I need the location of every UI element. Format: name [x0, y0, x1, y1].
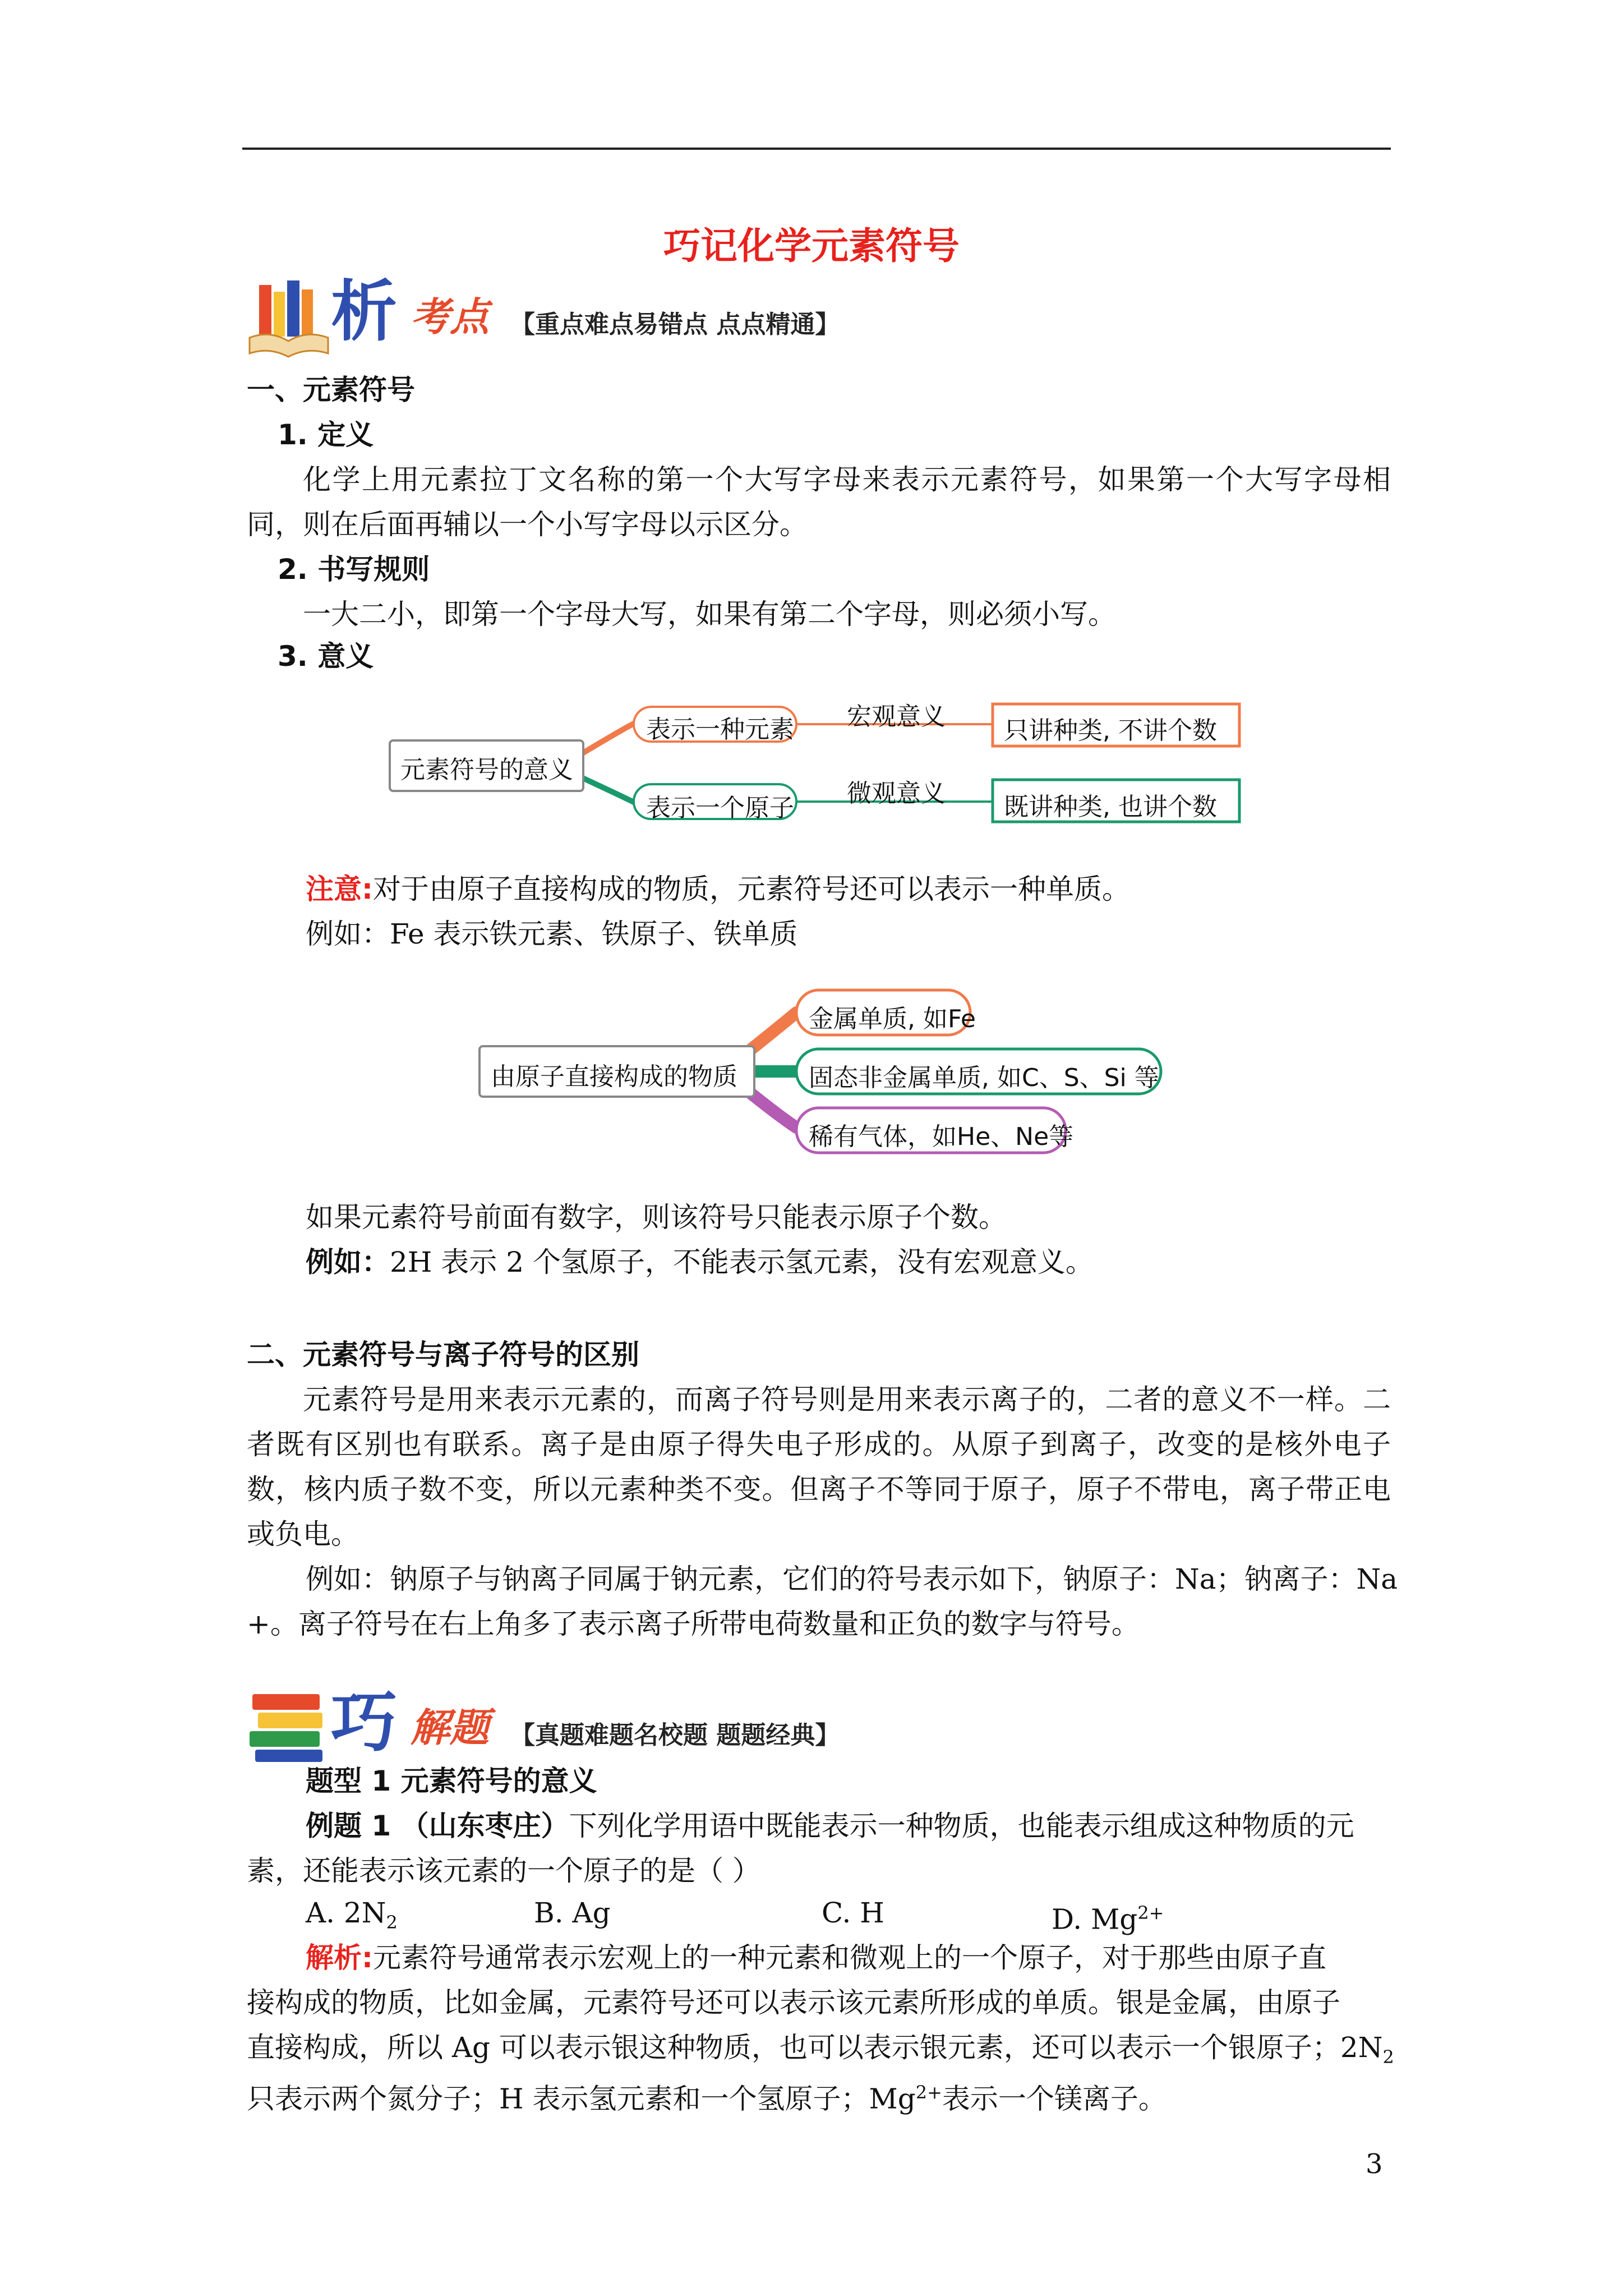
mindmap-micro-box: 既讲种类, 也讲个数 — [1004, 793, 1217, 821]
option-a-subscript: 2 — [386, 1912, 398, 1933]
mindmap2-metal-leaf: 金属单质, 如Fe — [809, 1005, 976, 1033]
mindmap-branch-element: 表示一种元素 — [646, 715, 794, 744]
analysis-line4 — [247, 2070, 1166, 2122]
analysis-text4-superscript: 2+ — [915, 2082, 942, 2103]
option-b-letter: B. — [534, 1897, 564, 1929]
page-title: 巧记化学元素符号 — [663, 224, 960, 268]
option-d-text: Mg — [1091, 1903, 1138, 1936]
number-note-example-label: 例如： — [306, 1246, 390, 1278]
subheading-writing-rules: 2. 书写规则 — [278, 553, 430, 586]
mindmap-atomic-substances — [477, 965, 1172, 1156]
section-heading: 一、元素符号 — [247, 374, 415, 406]
book-stack-icon — [247, 1686, 331, 1764]
note-text: 对于由原子直接构成的物质，元素符号还可以表示一种单质。 — [373, 873, 1130, 905]
question-type-heading: 题型 1 元素符号的意义 — [306, 1765, 597, 1797]
note-line — [306, 867, 1130, 912]
option-a-letter: A. — [306, 1897, 335, 1929]
mindmap2-noble-gas-leaf: 稀有气体，如He、Ne等 — [809, 1122, 1074, 1151]
option-b-text: Ag — [572, 1897, 611, 1929]
banner-tagline: 【重点难点易错点 点点精通】 — [510, 310, 840, 339]
option-c — [822, 1890, 884, 1935]
number-note-example — [306, 1240, 1094, 1285]
subheading-definition: 1. 定义 — [278, 418, 374, 451]
option-b — [534, 1890, 611, 1935]
subheading-meaning: 3. 意义 — [278, 640, 374, 673]
mindmap-element-symbol-meaning — [387, 696, 1251, 830]
option-c-letter: C. — [822, 1897, 851, 1929]
banner2-big-glyph: 巧 — [331, 1683, 398, 1761]
analysis-text3: 直接构成，所以 Ag 可以表示银这种物质，也可以表示银元素，还可以表示一个银原子；2N — [247, 2031, 1383, 2064]
banner2-tagline: 【真题难题名校题 题题经典】 — [510, 1721, 840, 1750]
header-rule — [242, 148, 1391, 150]
question-stem-line1 — [306, 1803, 1354, 1848]
analysis-line1 — [306, 1935, 1326, 1980]
note-example: 例如：Fe 表示铁元素、铁原子、铁单质 — [306, 918, 798, 950]
definition-paragraph: 化学上用元素拉丁文名称的第一个大写字母来表示元素符号，如果第一个大写字母相同，则在后面再辅以一个小写字母以示区分。 — [247, 463, 1391, 541]
question-stem-line2: 素，还能表示该元素的一个原子的是（ ） — [247, 1855, 760, 1887]
section2-heading: 二、元素符号与离子符号的区别 — [247, 1338, 639, 1371]
banner-big-glyph: 析 — [331, 273, 398, 350]
books-icon — [247, 275, 331, 359]
mindmap-micro-label: 微观意义 — [847, 779, 946, 808]
section-banner-analysis — [247, 269, 920, 359]
analysis-text4a: 只表示两个氮分子；H 表示氢元素和一个氢原子；Mg — [247, 2082, 916, 2115]
option-d-superscript: 2+ — [1137, 1902, 1164, 1924]
option-a-text: 2N — [343, 1897, 386, 1929]
section2-example-line2: +。离子符号在右上角多了表示离子所带电荷数量和正负的数字与符号。 — [247, 1608, 1140, 1640]
analysis-text1: 元素符号通常表示宏观上的一种元素和微观上的一个原子，对于那些由原子直 — [373, 1941, 1326, 1974]
number-note-example-text: 2H 表示 2 个氢原子，不能表示氢元素，没有宏观意义。 — [390, 1246, 1094, 1278]
banner-small-glyph: 考点 — [411, 294, 489, 340]
option-d — [1052, 1890, 1164, 1942]
question-stem-text: 下列化学用语中既能表示一种物质，也能表示组成这种物质的元 — [569, 1810, 1354, 1842]
analysis-text4b: 表示一个镁离子。 — [942, 2082, 1166, 2115]
section-banner-solving — [247, 1680, 920, 1770]
page-number: 3 — [1366, 2148, 1383, 2180]
mindmap-root: 元素符号的意义 — [400, 756, 573, 784]
mindmap-branch-atom: 表示一个原子 — [646, 794, 794, 822]
question-label: 例题 1 （山东枣庄） — [306, 1810, 569, 1842]
number-note: 如果元素符号前面有数字，则该符号只能表示原子个数。 — [306, 1201, 1007, 1234]
banner2-small-glyph: 解题 — [411, 1705, 489, 1751]
analysis-text3-subscript: 2 — [1382, 2046, 1394, 2068]
analysis-label: 解析: — [306, 1941, 373, 1974]
note-label: 注意: — [306, 873, 373, 905]
mindmap2-nonmetal-leaf: 固态非金属单质, 如C、S、Si 等 — [809, 1064, 1159, 1092]
writing-rules-paragraph: 一大二小，即第一个字母大写，如果有第二个字母，则必须小写。 — [303, 598, 1116, 631]
section2-paragraph: 元素符号是用来表示元素的，而离子符号则是用来表示离子的，二者的意义不一样。二者既有区别也有联系。离子是由原子得失电子形成的。从原子到离子，改变的是核外电子数，核内质子数不变，所以元素种类不变。但离子不等同于原子，原子不带电，离子带正电或负电。 — [247, 1383, 1391, 1550]
option-d-letter: D. — [1052, 1903, 1082, 1936]
mindmap-macro-label: 宏观意义 — [847, 702, 946, 731]
analysis-line2: 接构成的物质，比如金属，元素符号还可以表示该元素所形成的单质。银是金属，由原子 — [247, 1986, 1340, 2019]
mindmap2-root: 由原子直接构成的物质 — [491, 1062, 737, 1091]
section2-example-line1: 例如：钠原子与钠离子同属于钠元素，它们的符号表示如下，钠原子：Na；钠离子：Na — [306, 1563, 1398, 1595]
option-c-text: H — [860, 1897, 884, 1929]
mindmap-macro-box: 只讲种类, 不讲个数 — [1004, 716, 1217, 745]
